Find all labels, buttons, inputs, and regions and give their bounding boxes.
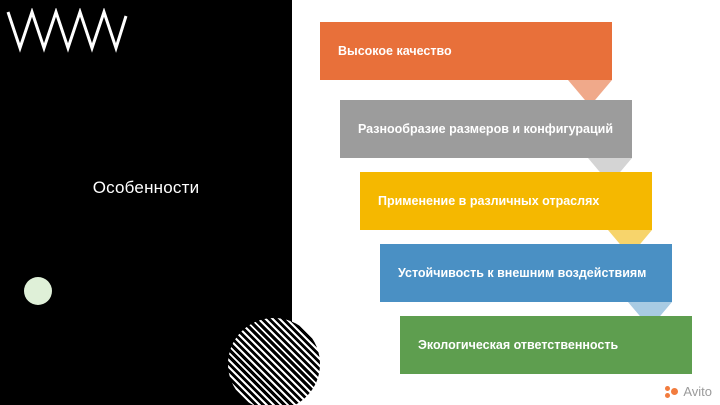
diagram-step-5-label: Экологическая ответственность xyxy=(418,337,619,352)
process-diagram xyxy=(292,0,720,405)
avito-watermark xyxy=(665,384,712,399)
diagram-step-5 xyxy=(400,316,692,374)
page-title: Особенности xyxy=(92,178,200,197)
diagram-step-2 xyxy=(340,100,632,158)
avito-watermark-label: Avito xyxy=(683,384,712,399)
green-dot-icon xyxy=(24,277,52,305)
left-black-panel xyxy=(0,0,292,405)
diagram-step-4 xyxy=(380,244,672,302)
diagram-step-2-label: Разнообразие размеров и конфигураций xyxy=(358,121,614,136)
diagram-step-4-label: Устойчивость к внешним воздействиям xyxy=(398,265,647,280)
diagram-step-1 xyxy=(320,22,612,80)
avito-logo-icon xyxy=(665,385,679,399)
diagram-step-3-label: Применение в различных отраслях xyxy=(378,193,600,208)
diagram-step-1-label: Высокое качество xyxy=(338,43,452,58)
diagram-step-3 xyxy=(360,172,652,230)
zigzag-icon xyxy=(6,8,128,64)
